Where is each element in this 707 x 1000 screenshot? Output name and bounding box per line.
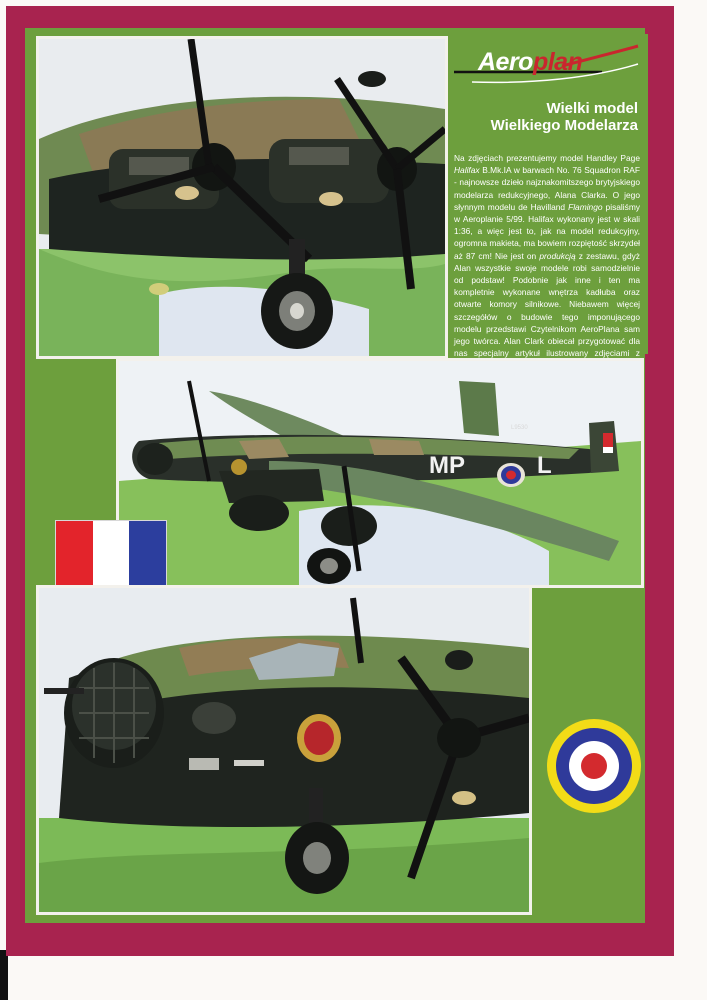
raf-roundel: [546, 718, 642, 814]
article-text-3: pisaliśmy w Aeroplanie 5/99. Halifax wykonany jest w skali 1:36, a więc jest to, jak na model redukcyjny, ogromna makieta, ma bowiem rozpiętość skrzydeł aż 87 cm! Nie jest on: [454, 201, 640, 261]
serial-text: L9530: [511, 425, 528, 431]
article-text-2: B.Mk.IA w barwach No. 76 Squadron RAF - najnowsze dzieło najznakomitszego brytyjskiego modelarza redukcyjnego, Alana Clarka. O jego słynnym modelu de Havilland: [454, 165, 640, 212]
article-text-1: Na zdjęciach prezentujemy model Handley Page: [454, 153, 640, 163]
photo-nose-closeup: [36, 585, 532, 915]
headline-line-2: Wielkiego Modelarza: [490, 117, 638, 134]
logo-prefix: Aero: [478, 48, 533, 76]
photo-engines-closeup: [36, 36, 448, 359]
aircraft-letter-text: L: [537, 452, 552, 479]
article-text-4: z zestawu, gdyż Alan wszystkie swoje modele robi samodzielnie od podstaw! Podobnie jak inne i ten ma kompletnie wykonane wnętrza kadłuba oraz otwarte komory silnikowe. Niebawem więcej szczegółów o budowie tego imponującego modelu przedstawi Czytelnikom AeroPlana sam jego twórca. Alan Clark obiecał przygotować dla nas specjalny artykuł ilustrowany zdjęciami z: [454, 250, 640, 359]
headline-line-1: Wielki model: [546, 100, 638, 117]
logo-suffix: plan: [532, 48, 583, 76]
article-headline: [458, 100, 638, 134]
fuselage-code-text: MP: [429, 452, 465, 479]
logo-text: [478, 48, 582, 77]
aeroplan-logo: [452, 40, 640, 92]
nose-illustration: [39, 588, 529, 912]
article-halifax: Halifax: [454, 165, 480, 176]
article-flamingo: Flamingo: [568, 201, 603, 212]
side-view-illustration: [119, 361, 641, 585]
engines-illustration: [39, 39, 445, 356]
photo-aircraft-side-view: [116, 358, 644, 588]
article-body: [454, 152, 640, 372]
page-edge-shadow: [0, 950, 8, 1000]
article-produkcja: produkcją: [539, 250, 576, 261]
